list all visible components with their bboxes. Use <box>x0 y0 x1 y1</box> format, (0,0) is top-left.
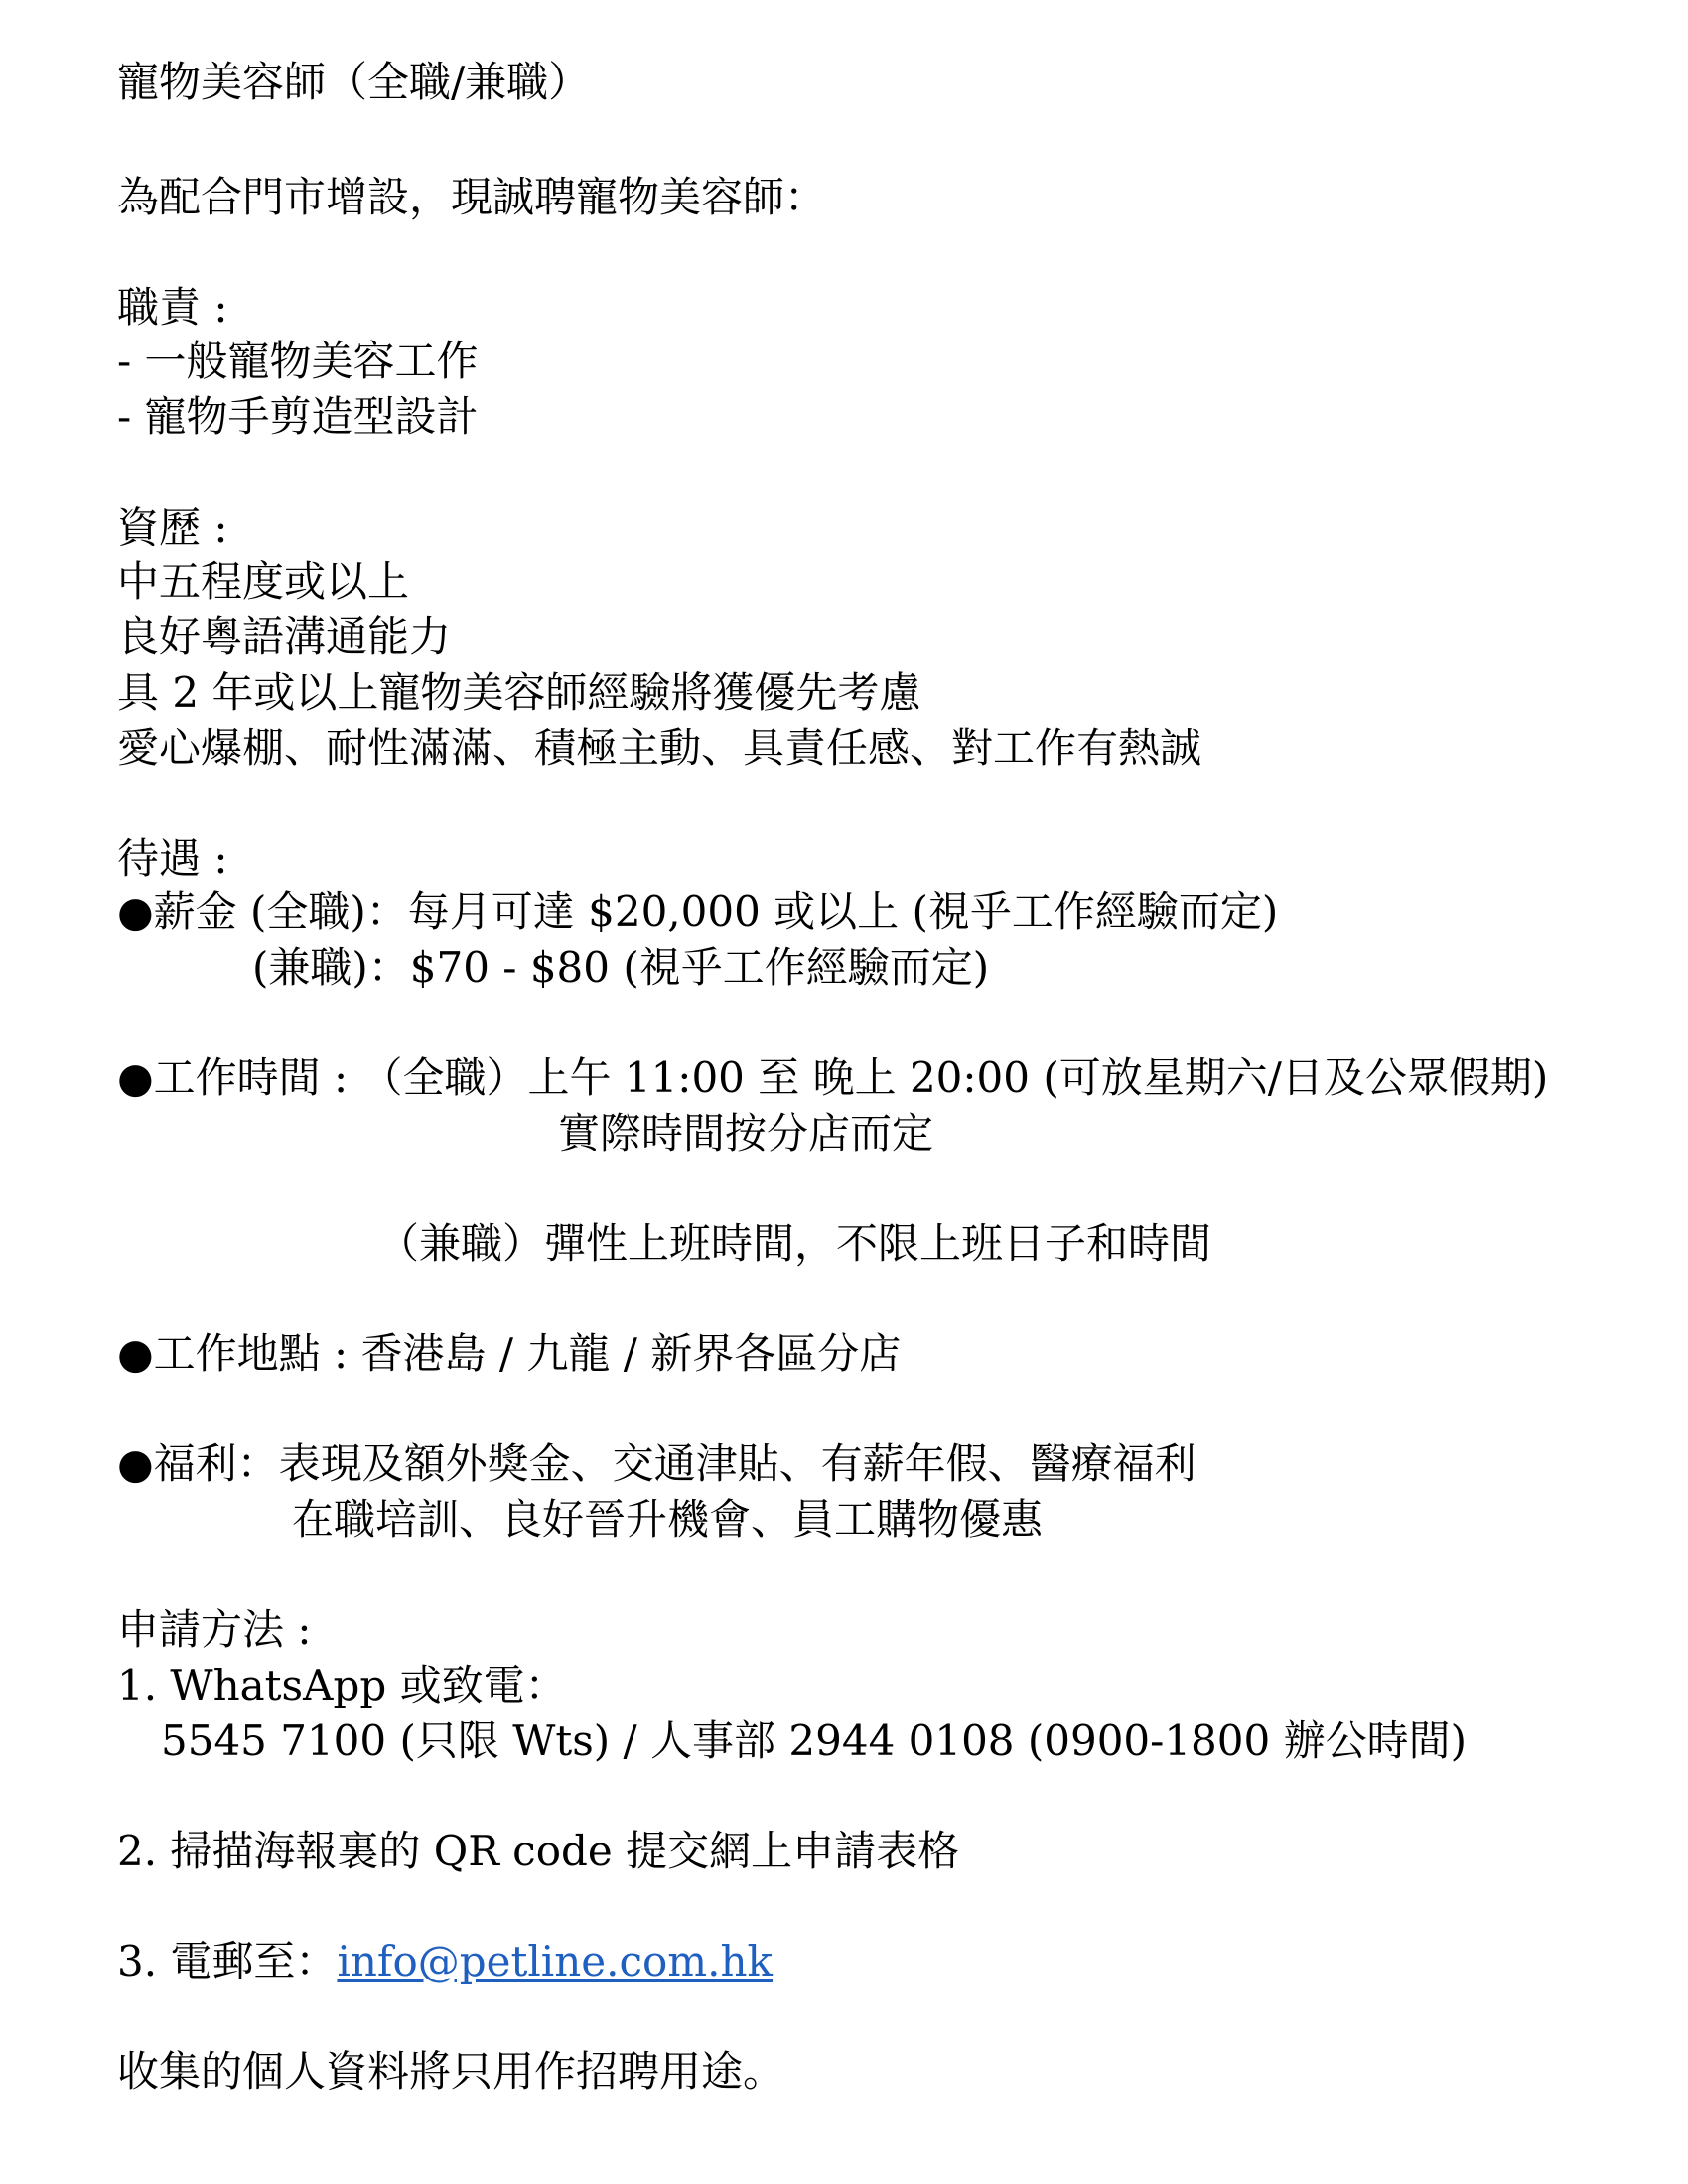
intro-text: 為配合門市增設，現誠聘寵物美容師： <box>117 173 827 221</box>
apply-method-whatsapp: 1. WhatsApp 或致電： <box>117 1661 567 1709</box>
work-location: ●工作地點 : 香港島 / 九龍 / 新界各區分店 <box>117 1329 902 1378</box>
welfare-line: ●福利：表現及額外獎金、交通津貼、有薪年假、醫療福利 <box>117 1439 1196 1488</box>
duty-item: - 寵物手剪造型設計 <box>117 392 479 441</box>
working-hours-note: 實際時間按分店而定 <box>558 1109 934 1158</box>
page-title: 寵物美容師（全職/兼職） <box>117 58 591 106</box>
privacy-note: 收集的個人資料將只用作招聘用途。 <box>117 2047 785 2096</box>
email-link[interactable]: info@petline.com.hk <box>337 1937 773 1985</box>
working-hours-fulltime: ●工作時間 : （全職）上午 11:00 至 晚上 20:00 (可放星期六/日及公眾假期) <box>117 1053 1549 1102</box>
salary-fulltime: ●薪金 (全職)：每月可達 $20,000 或以上 (視乎工作經驗而定) <box>117 887 1279 936</box>
qualification-item: 良好粵語溝通能力 <box>117 613 452 661</box>
working-hours-parttime: （兼職）彈性上班時間，不限上班日子和時間 <box>377 1219 1212 1268</box>
qualification-item: 愛心爆棚、耐性滿滿、積極主動、具責任感、對工作有熱誠 <box>117 724 1202 772</box>
duties-heading: 職責 : <box>117 283 228 332</box>
email-prefix: 3. 電郵至： <box>117 1937 338 1985</box>
apply-phone-numbers: 5545 7100 (只限 Wts) / 人事部 2944 0108 (0900-1800 辦公時間) <box>161 1716 1467 1765</box>
qualification-item: 中五程度或以上 <box>117 557 410 606</box>
qualifications-heading: 資歷 : <box>117 503 228 552</box>
qualification-item: 具 2 年或以上寵物美容師經驗將獲優先考慮 <box>117 668 921 717</box>
apply-heading: 申請方法 : <box>117 1605 312 1654</box>
benefits-heading: 待遇 : <box>117 834 228 883</box>
duty-item: - 一般寵物美容工作 <box>117 337 479 385</box>
welfare-line: 在職培訓、良好晉升機會、員工購物優惠 <box>292 1495 1044 1544</box>
salary-parttime: (兼職)：$70 - $80 (視乎工作經驗而定) <box>252 943 990 992</box>
apply-method-qr: 2. 掃描海報裏的 QR code 提交網上申請表格 <box>117 1827 960 1875</box>
apply-method-email <box>117 1937 773 1986</box>
